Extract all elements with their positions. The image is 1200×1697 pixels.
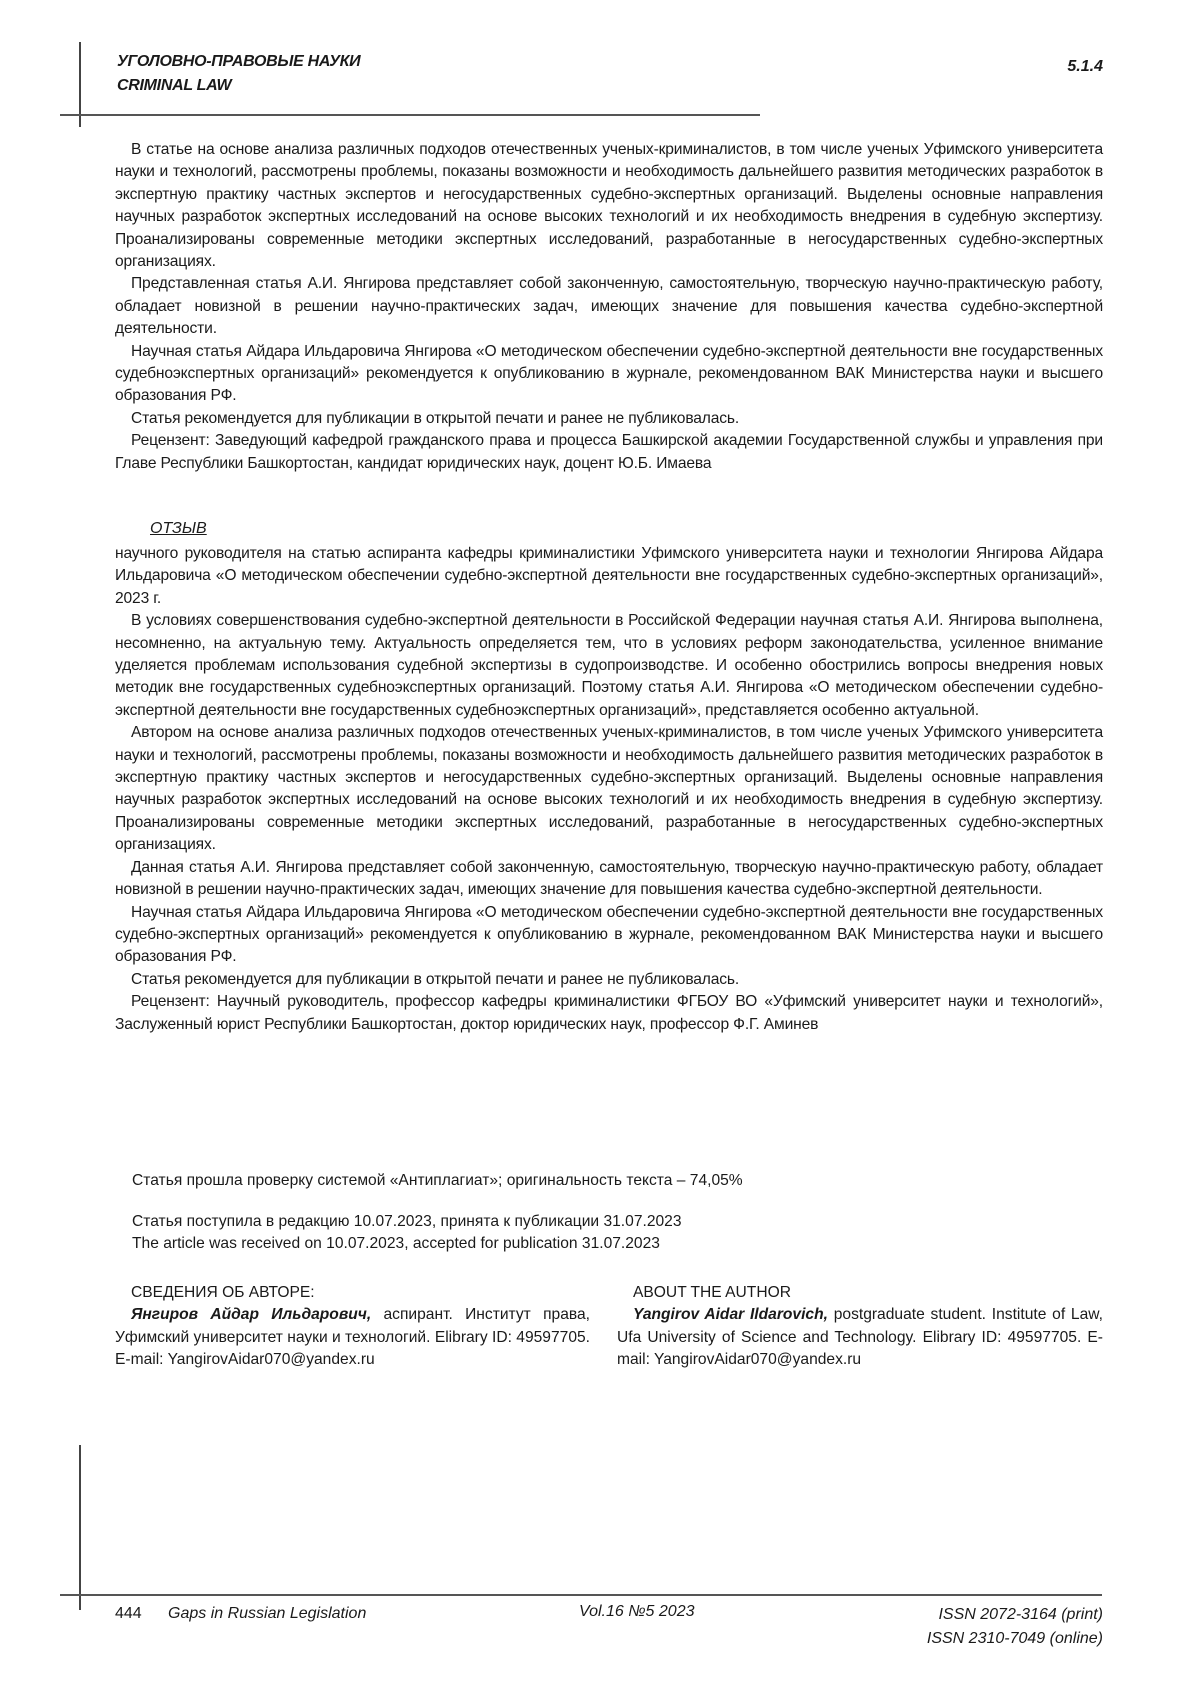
paragraph: Рецензент: Заведующий кафедрой гражданского права и процесса Башкирской академии Государственной службы и управления при Главе Республики Башкортостан, кандидат юридических наук, доцент Ю.Б. Имаева bbox=[115, 430, 1103, 475]
paragraph: Автором на основе анализа различных подходов отечественных ученых-криминалистов, в том числе ученых Уфимского университета науки и технологий, рассмотрены проблемы, показаны возможности и необходимость дальнейшего развития методических разработок в экспертную практику частных экспертов и негосударственных судебно-экспертных организаций. Выделены основные направления научных разработок экспертных исследований на основе высоких технологий и их необходимость внедрения в судебную экспертизу. Проанализированы современные методики экспертных исследований, разработанные в негосударственных судебно-экспертных организациях. bbox=[115, 722, 1103, 856]
paragraph: Статья рекомендуется для публикации в открытой печати и ранее не публиковалась. bbox=[115, 408, 1103, 430]
review-2 bbox=[115, 543, 1103, 1036]
paragraph: Научная статья Айдара Ильдаровича Янгирова «О методическом обеспечении судебно-экспертной деятельности вне государственных судебноэкспертных организаций» рекомендуется к опубликованию в журнале, рекомендованном ВАК Министерства науки и высшего образования РФ. bbox=[115, 341, 1103, 408]
review-title: ОТЗЫВ bbox=[150, 520, 207, 538]
footer-rule-vertical bbox=[79, 1445, 81, 1610]
issue-info: Vol.16 №5 2023 bbox=[579, 1603, 694, 1621]
section-code: 5.1.4 bbox=[1067, 58, 1103, 76]
author-name-ru: Янгиров Айдар Ильдарович, bbox=[131, 1306, 371, 1323]
page-number: 444 bbox=[115, 1605, 142, 1623]
issn-print: ISSN 2072-3164 (print) bbox=[927, 1603, 1103, 1627]
author-heading-ru: СВЕДЕНИЯ ОБ АВТОРЕ: bbox=[115, 1282, 590, 1304]
paragraph: Научная статья Айдара Ильдаровича Янгирова «О методическом обеспечении судебно-экспертной деятельности вне государственных судебно-экспертных организаций» рекомендуется к опубликованию в журнале, рекомендованном ВАК Министерства науки и высшего образования РФ. bbox=[115, 902, 1103, 969]
paragraph: В условиях совершенствования судебно-экспертной деятельности в Российской Федерации научная статья А.И. Янгирова выполнена, несомненно, на актуальную тему. Актуальность определяется тем, что в условиях реформ законодательства, усиленное внимание уделяется проблемам использования судебной экспертизы в судопроизводстве. И особенно обострились вопросы внедрения новых методик вне государственных судебноэкспертных организаций. Поэтому статья А.И. Янгирова «О методическом обеспечении судебно-экспертной деятельности вне государственных судебноэкспертных организаций», представляется особенно актуальной. bbox=[115, 610, 1103, 722]
footer-rule bbox=[60, 1594, 1102, 1596]
paragraph: Представленная статья А.И. Янгирова представляет собой законченную, самостоятельную, творческую научно-практическую работу, обладает новизной в решении научно-практических задач, имеющих значение для повышения качества судебно-экспертной деятельности. bbox=[115, 273, 1103, 340]
antiplagiat-note: Статья прошла проверку системой «Антиплагиат»; оригинальность текста – 74,05% bbox=[132, 1170, 743, 1192]
author-details-ru: аспирант. Институт права, Уфимский университет науки и технологий. Elibrary ID: 49597705. E-mail: YangirovAidar070@yandex.ru bbox=[115, 1306, 590, 1368]
paragraph: Рецензент: Научный руководитель, профессор кафедры криминалистики ФГБОУ ВО «Уфимский университет науки и технологий», Заслуженный юрист Республики Башкортостан, доктор юридических наук, профессор Ф.Г. Аминев bbox=[115, 991, 1103, 1036]
author-details-en: postgraduate student. Institute of Law, Ufa University of Science and Technology. Elibrary ID: 49597705. E-mail: YangirovAidar070@yandex.ru bbox=[617, 1306, 1103, 1368]
review-1 bbox=[115, 139, 1103, 475]
paragraph: Статья рекомендуется для публикации в открытой печати и ранее не публиковалась. bbox=[115, 969, 1103, 991]
paragraph: научного руководителя на статью аспиранта кафедры криминалистики Уфимского университета науки и технологии Янгирова Айдара Ильдаровича «О методическом обеспечении судебно-экспертной деятельности вне государственных судебно-экспертных организаций», 2023 г. bbox=[115, 543, 1103, 610]
author-name-en: Yangirov Aidar Ildarovich, bbox=[633, 1306, 828, 1323]
section-title-en: CRIMINAL LAW bbox=[117, 74, 360, 98]
section-title-ru: УГОЛОВНО-ПРАВОВЫЕ НАУКИ bbox=[117, 50, 360, 74]
journal-name: Gaps in Russian Legislation bbox=[168, 1605, 366, 1623]
author-info-ru bbox=[115, 1282, 590, 1372]
issn-block bbox=[927, 1603, 1103, 1651]
running-header bbox=[117, 50, 360, 98]
dates-ru: Статья поступила в редакцию 10.07.2023, принята к публикации 31.07.2023 bbox=[132, 1211, 682, 1233]
paragraph: Данная статья А.И. Янгирова представляет собой законченную, самостоятельную, творческую научно-практическую работу, обладает новизной в решении научно-практических задач, имеющих значение для повышения качества судебно-экспертной деятельности. bbox=[115, 857, 1103, 902]
paragraph: В статье на основе анализа различных подходов отечественных ученых-криминалистов, в том числе ученых Уфимского университета науки и технологий, рассмотрены проблемы, показаны возможности и необходимость дальнейшего развития методических разработок в экспертную практику частных экспертов и негосударственных судебно-экспертных организаций. Выделены основные направления научных разработок экспертных исследований на основе высоких технологий и их необходимость внедрения в судебную экспертизу. Проанализированы современные методики экспертных исследований, разработанные в негосударственных судебно-экспертных организациях. bbox=[115, 139, 1103, 273]
dates-en: The article was received on 10.07.2023, accepted for publication 31.07.2023 bbox=[132, 1233, 660, 1255]
author-heading-en: ABOUT THE AUTHOR bbox=[617, 1282, 1103, 1304]
issn-online: ISSN 2310-7049 (online) bbox=[927, 1627, 1103, 1651]
header-rule bbox=[60, 114, 760, 116]
author-info-en bbox=[617, 1282, 1103, 1372]
